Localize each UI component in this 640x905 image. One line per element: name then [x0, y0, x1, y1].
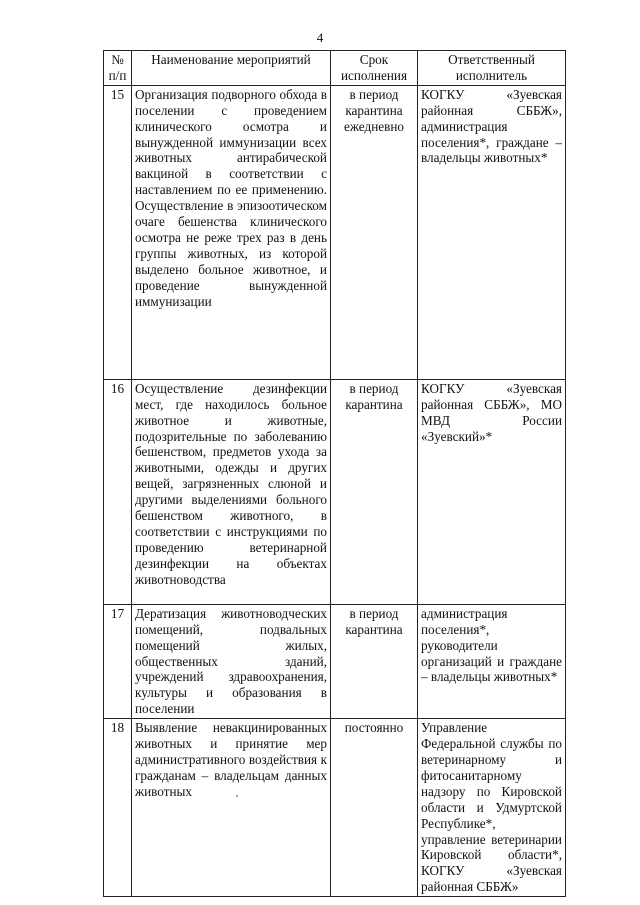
header-measure-name: Наименование мероприятий — [132, 51, 331, 86]
measure-name: Осуществление дезинфекции мест, где находилось больное животное и животные, подозрительные по заболеванию бешенством, предметов ухода за животными, одежды и других вещей, загрязненных слюной и другими выделениями больного бешенством животного, в соответствии с инструкциями по проведению ветеринарной дезинфекции на объектах животноводства — [132, 379, 331, 604]
responsible: КОГКУ «Зуевская районная СББЖ», администрация поселения*, граждане – владельцы животных* — [418, 85, 566, 379]
table-header-row — [104, 51, 566, 86]
table-row — [104, 719, 566, 897]
header-number: № п/п — [104, 51, 132, 86]
measure-name: Организация подворного обхода в поселении с проведением клинического осмотра и вынужденной иммунизации всех животных антирабической вакциной в соответствии с наставлением по ее применению. Осуществление в эпизоотическом очаге бешенства клинического осмотра не реже трех раз в день группы животных, из которой выделено больное животное, и проведение вынужденной иммунизации — [132, 85, 331, 379]
deadline: постоянно — [331, 719, 418, 897]
deadline: в период карантина — [331, 604, 418, 718]
row-number: 15 — [104, 85, 132, 379]
header-responsible: Ответственный исполнитель — [418, 51, 566, 86]
responsible: Управление Федеральной службы по ветеринарному и фитосанитарному надзору по Кировской области и Удмуртской Республике*, управление ветеринарии Кировской области*, КОГКУ «Зуевская районная СББЖ» — [418, 719, 566, 897]
scan-speck — [236, 795, 238, 797]
table-row — [104, 379, 566, 604]
measures-table — [103, 50, 566, 897]
deadline: в период карантина — [331, 379, 418, 604]
table-row — [104, 85, 566, 379]
row-number: 17 — [104, 604, 132, 718]
measure-name: Выявление невакцинированных животных и принятие мер административного воздействия к гражданам – владельцам данных животных — [132, 719, 331, 897]
row-number: 16 — [104, 379, 132, 604]
page-number: 4 — [316, 30, 324, 45]
deadline: в период карантина ежедневно — [331, 85, 418, 379]
header-deadline: Срок исполнения — [331, 51, 418, 86]
measure-name: Дератизация животноводческих помещений, подвальных помещений жилых, общественных зданий, учреждений здравоохранения, культуры и образования в поселении — [132, 604, 331, 718]
row-number: 18 — [104, 719, 132, 897]
responsible: КОГКУ «Зуевская районная СББЖ», МО МВД России «Зуевский»* — [418, 379, 566, 604]
table-row — [104, 604, 566, 718]
responsible: администрация поселения*, руководители организаций и граждане – владельцы животных* — [418, 604, 566, 718]
